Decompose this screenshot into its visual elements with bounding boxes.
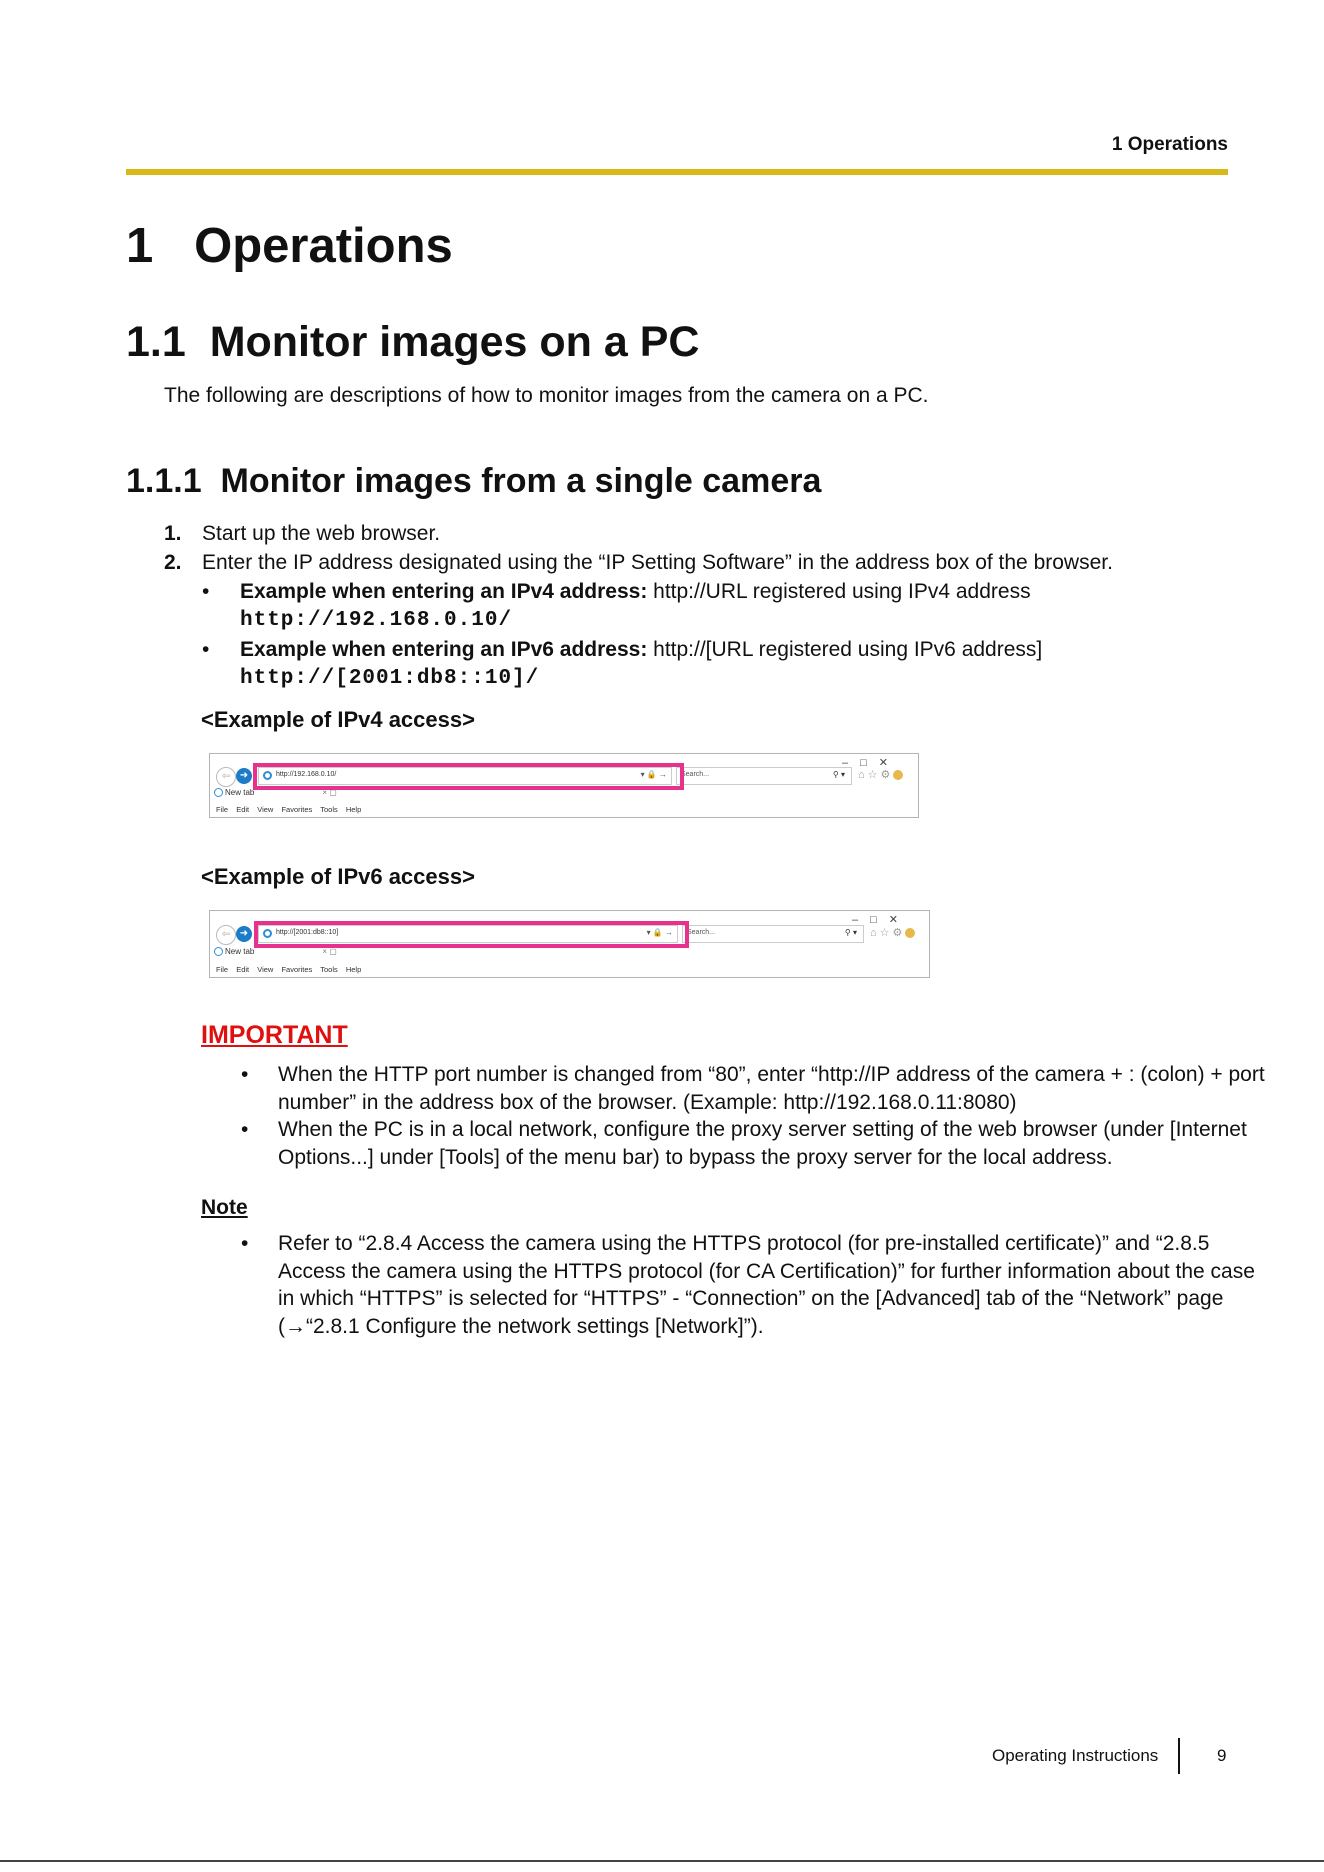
important-list xyxy=(241,1061,1268,1171)
smiley-icon xyxy=(893,770,903,780)
note-heading: Note xyxy=(201,1196,248,1219)
menu-bar xyxy=(216,965,361,974)
important-text: When the HTTP port number is changed from “80”, enter “http://IP address of the camera + : (colon) + port number” in the address box of the browser. (Example: http://192.168.0.11:8080) xyxy=(278,1063,1265,1114)
back-icon: ⇦ xyxy=(216,767,236,787)
example-code: http://[2001:db8::10]/ xyxy=(240,667,540,690)
menu-favorites: Favorites xyxy=(281,965,313,974)
forward-icon: ➜ xyxy=(236,926,252,942)
search-placeholder: Search... xyxy=(681,771,710,778)
step-number: 1. xyxy=(164,522,182,545)
forward-icon: ➜ xyxy=(236,768,252,784)
back-icon: ⇦ xyxy=(216,925,236,945)
menu-view: View xyxy=(257,965,274,974)
address-url: http://192.168.0.10/ xyxy=(276,771,337,778)
important-heading: IMPORTANT xyxy=(201,1021,348,1049)
browser-screenshot-ipv6 xyxy=(209,910,930,978)
example-ipv4 xyxy=(202,577,1234,635)
running-header: 1 Operations xyxy=(1111,134,1228,155)
step-text: Enter the IP address designated using the “IP Setting Software” in the address box of the browser. xyxy=(202,551,1113,574)
menu-file: File xyxy=(216,965,229,974)
section-title: Monitor images on a PC xyxy=(209,318,700,366)
address-highlight-box xyxy=(253,763,684,790)
subsection-heading xyxy=(126,462,821,501)
address-tools-icon: ▾ 🔒 → xyxy=(646,928,673,937)
menu-favorites: Favorites xyxy=(281,805,313,814)
note-item: • Refer to “2.8.4 Access the camera using the HTTPS protocol (for pre-installed certificate)” and “2.8.5 Access the camera using the HTTPS protocol (for CA Certification)” for further information about the case in which “HTTPS” is selected for “HTTPS” - “Connection” on the [Advanced] tab of the “Network” page (→“2.8.1 Configure the network settings [Network]”). xyxy=(241,1232,1255,1338)
example-list xyxy=(202,577,1234,693)
ipv4-example-heading: <Example of IPv4 access> xyxy=(201,707,475,732)
search-box xyxy=(682,925,864,943)
step-number: 2. xyxy=(164,551,182,574)
window-controls-icon: –□✕ xyxy=(842,757,900,769)
section-number: 1.1 xyxy=(126,318,186,366)
footer-doc-title: Operating Instructions xyxy=(992,1746,1159,1765)
menu-help: Help xyxy=(345,965,362,974)
menu-edit: Edit xyxy=(236,965,250,974)
step-text: Start up the web browser. xyxy=(202,522,441,545)
toolbar-icons: ⌂☆⚙ xyxy=(870,926,915,939)
step-list xyxy=(164,519,1234,691)
menu-edit: Edit xyxy=(236,805,250,814)
address-highlight-box xyxy=(254,921,689,948)
search-box xyxy=(676,767,852,785)
important-item: • When the PC is in a local network, configure the proxy server setting of the web browser (under [Internet Options...] under [Tools] of the menu bar) to bypass the proxy server for the local address. xyxy=(241,1118,1247,1169)
important-item: • When the HTTP port number is changed from “80”, enter “http://IP address of the camera + : (colon) + port number” in the address box of the browser. (Example: http://192.168.0.11:8080) xyxy=(241,1063,1265,1114)
example-label: Example when entering an IPv4 address: xyxy=(240,580,648,603)
search-icon: ⚲ ▾ xyxy=(832,770,845,779)
section-heading xyxy=(126,318,699,367)
chapter-title: Operations xyxy=(194,219,453,273)
search-placeholder: Search... xyxy=(687,929,716,936)
page-number: 9 xyxy=(1217,1746,1227,1765)
chapter-number: 1 xyxy=(126,219,154,273)
tab-icon xyxy=(214,788,223,797)
step-item xyxy=(164,519,1234,548)
menu-tools: Tools xyxy=(320,805,338,814)
tab-label: New tab xyxy=(225,788,255,797)
bullet: • xyxy=(202,580,210,603)
section-intro: The following are descriptions of how to monitor images from the camera on a PC. xyxy=(164,384,929,407)
tab-icon xyxy=(214,947,223,956)
menu-help: Help xyxy=(345,805,362,814)
ipv6-example-heading: <Example of IPv6 access> xyxy=(201,864,475,889)
tab-close-icon: × ▢ xyxy=(322,947,337,956)
chapter-heading xyxy=(126,218,453,274)
footer-divider xyxy=(1178,1738,1180,1774)
menu-file: File xyxy=(216,805,229,814)
example-desc: http://URL registered using IPv4 address xyxy=(653,580,1031,603)
example-desc: http://[URL registered using IPv6 address] xyxy=(653,638,1043,661)
important-text: When the PC is in a local network, configure the proxy server setting of the web browser (under [Internet Options...] under [Tools] of the menu bar) to bypass the proxy server for the local address. xyxy=(278,1118,1247,1169)
browser-screenshot-ipv4 xyxy=(209,753,919,818)
subsection-title: Monitor images from a single camera xyxy=(220,462,822,500)
menu-view: View xyxy=(257,805,274,814)
bullet: • xyxy=(202,638,210,661)
toolbar-icons: ⌂☆⚙ xyxy=(858,768,903,781)
browser-tab xyxy=(214,947,337,956)
note-list xyxy=(241,1230,1268,1340)
window-controls-icon: –□✕ xyxy=(852,914,910,926)
example-label: Example when entering an IPv6 address: xyxy=(240,638,648,661)
step-item xyxy=(164,548,1234,693)
address-url: http://[2001:db8::10] xyxy=(276,929,339,936)
address-tools-icon: ▾ 🔒 → xyxy=(640,770,667,779)
search-icon: ⚲ ▾ xyxy=(844,928,857,937)
page-bottom-edge xyxy=(0,1860,1324,1862)
subsection-number: 1.1.1 xyxy=(126,462,202,500)
smiley-icon xyxy=(905,928,915,938)
example-code: http://192.168.0.10/ xyxy=(240,609,513,632)
example-ipv6 xyxy=(202,635,1234,693)
note-text: Refer to “2.8.4 Access the camera using the HTTPS protocol (for pre-installed certificate)” and “2.8.5 Access the camera using the HTTPS protocol (for CA Certification)” for further information about the case in which “HTTPS” is selected for “HTTPS” - “Connection” on the [Advanced] tab of the “Network” page (→“2.8.1 Configure the network settings [Network]”). xyxy=(278,1232,1255,1338)
tab-close-icon: × ▢ xyxy=(322,788,337,797)
menu-tools: Tools xyxy=(320,965,338,974)
menu-bar xyxy=(216,805,361,814)
header-rule xyxy=(126,169,1228,175)
tab-label: New tab xyxy=(225,947,255,956)
